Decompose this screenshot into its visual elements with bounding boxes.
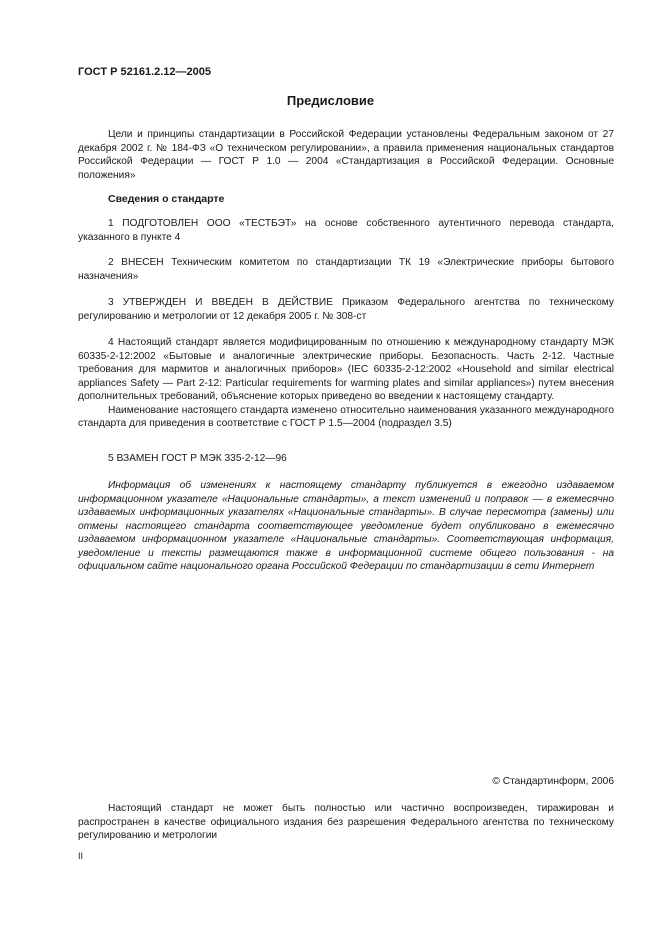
copyright-line: © Стандартинформ, 2006	[492, 776, 614, 787]
item-2: 2 ВНЕСЕН Техническим комитетом по стандартизации ТК 19 «Электрические приборы бытового назначения»	[78, 257, 614, 282]
item-3: 3 УТВЕРЖДЕН И ВВЕДЕН В ДЕЙСТВИЕ Приказом Федерального агентства по техническому регулированию и метрологии от 12 декабря 2005 г. № 308-ст	[78, 297, 614, 322]
item-4: 4 Настоящий стандарт является модифицированным по отношению к международному стандарту МЭК 60335-2-12:2002 «Бытовые и аналогичные электрические приборы. Безопасность. Часть 2-12. Частные требования для мармитов и аналогичных приборов» (IEC 60335-2-12:2002 «Household and similar electrical appliances Safety — Part 2-12: Particular requirements for warming plates and similar appliances») путем внесения дополнительных требований, объяснение которых приведено во введении к настоящему стандарту.	[78, 337, 614, 402]
document-header: ГОСТ Р 52161.2.12—2005	[78, 66, 212, 78]
item-1: 1 ПОДГОТОВЛЕН ООО «ТЕСТБЭТ» на основе собственного аутентичного перевода стандарта, указанного в пункте 4	[78, 218, 614, 243]
item-4-block	[78, 336, 614, 431]
reproduction-notice: Настоящий стандарт не может быть полностью или частично воспроизведен, тиражирован и распространен в качестве официального издания без разрешения Федерального агентства по техническому регулированию и метрологии	[78, 803, 614, 841]
item-4-note: Наименование настоящего стандарта изменено относительно наименования указанного международного стандарта для приведения в соответствие с ГОСТ Р 1.5—2004 (подраздел 3.5)	[78, 404, 614, 429]
intro-paragraph: Цели и принципы стандартизации в Российской Федерации установлены Федеральным законом от 27 декабря 2002 г. № 184-ФЗ «О техническом регулировании», а правила применения национальных стандартов Российской Федерации — ГОСТ Р 1.0 — 2004 «Стандартизация в Российской Федерации. Основные положения»	[78, 129, 614, 181]
page-title: Предисловие	[286, 93, 375, 108]
page-number: II	[78, 851, 84, 861]
item-5: 5 ВЗАМЕН ГОСТ Р МЭК 335-2-12—96	[108, 453, 287, 464]
section-subheading: Сведения о стандарте	[108, 193, 225, 205]
notice-paragraph: Информация об изменениях к настоящему стандарту публикуется в ежегодно издаваемом информационном указателе «Национальные стандарты», а текст изменений и поправок — в ежемесячно издаваемых информационных указателях «Национальные стандарты». В случае пересмотра (замены) или отмены настоящего стандарта соответствующее уведомление будет опубликовано в ежемесячно издаваемом информационном указателе «Национальные стандарты». Соответствующая информация, уведомление и тексты размещаются также в информационной системе общего пользования - на официальном сайте национального органа Российской Федерации по стандартизации в сети Интернет	[78, 480, 614, 572]
